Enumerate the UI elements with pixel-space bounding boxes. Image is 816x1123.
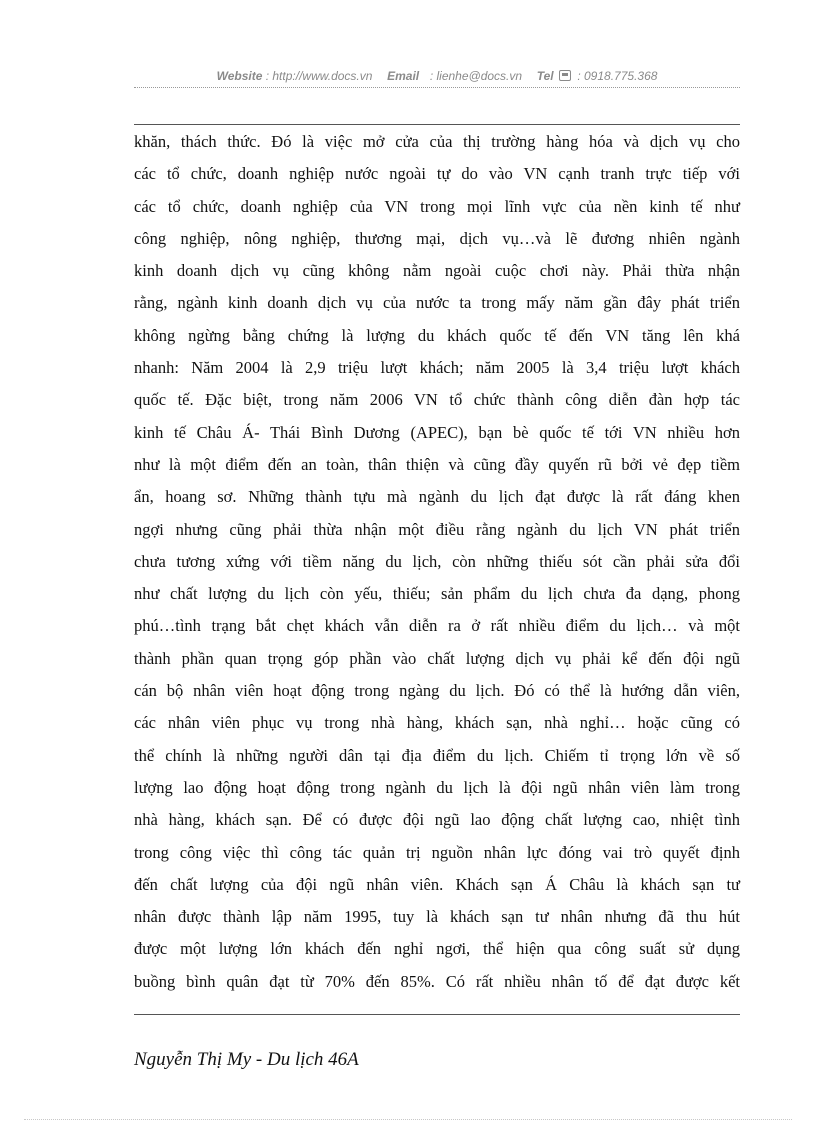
body-line: công nghiệp, nông nghiệp, thương mại, dịch vụ…và lẽ đương nhiên ngành: [134, 228, 740, 248]
body-line: đến chất lượng của đội ngũ nhân viên. Khách sạn Á Châu là khách sạn tư: [134, 874, 740, 894]
document-body: [134, 126, 740, 998]
body-line: các tổ chức, doanh nghiệp của VN trong mọi lĩnh vực của nền kinh tế như: [134, 196, 740, 216]
body-line: cán bộ nhân viên hoạt động trong ngàng du lịch. Đó có thể là hướng dẫn viên,: [134, 681, 740, 701]
body-line: không ngừng bằng chứng là lượng du khách quốc tế đến VN tăng lên khá: [134, 325, 740, 345]
body-line: thành phần quan trọng góp phần vào chất lượng dịch vụ phải kể đến đội ngũ: [134, 648, 740, 668]
website-value: : http://www.docs.vn: [265, 69, 373, 83]
body-line: buồng bình quân đạt từ 70% đến 85%. Có rất nhiều nhân tố để đạt được kết: [134, 971, 740, 991]
telephone-icon: [559, 70, 571, 81]
body-line: rằng, ngành kinh doanh dịch vụ của nước ta trong mấy năm gần đây phát triển: [134, 293, 740, 313]
tel-label: Tel: [536, 69, 554, 83]
body-line: quốc tế. Đặc biệt, trong năm 2006 VN tổ chức thành công diễn đàn hợp tác: [134, 390, 740, 410]
email-value: : lienhe@docs.vn: [429, 69, 523, 83]
body-line: các nhân viên phục vụ trong nhà hàng, khách sạn, nhà nghỉ… hoặc cũng có: [134, 713, 740, 733]
body-line: thể chính là những người dân tại địa điểm du lịch. Chiếm tỉ trọng lớn về số: [134, 745, 740, 765]
body-line: như chất lượng du lịch còn yếu, thiếu; sản phẩm du lịch chưa đa dạng, phong: [134, 584, 740, 604]
body-line: các tổ chức, doanh nghiệp nước ngoài tự do vào VN cạnh tranh trực tiếp với: [134, 164, 740, 184]
page-header: [134, 69, 740, 88]
body-line: như là một điểm đến an toàn, thân thiện và cũng đầy quyến rũ bởi vẻ đẹp tiềm: [134, 454, 740, 474]
body-line: trong công việc thì công tác quản trị nguồn nhân lực đóng vai trò quyết định: [134, 842, 740, 862]
footer-author: Nguyễn Thị My - Du lịch 46A: [134, 1049, 359, 1070]
body-line: phú…tình trạng bắt chẹt khách vẫn diễn ra ở rất nhiều điểm du lịch… và một: [134, 616, 740, 636]
website-label: Website: [216, 69, 263, 83]
bottom-divider: [134, 1014, 740, 1015]
body-line: chưa tương xứng với tiềm năng du lịch, còn những thiếu sót cần phải sửa đổi: [134, 551, 740, 571]
body-line: khăn, thách thức. Đó là việc mở cửa của thị trường hàng hóa và dịch vụ cho: [134, 132, 740, 151]
body-line: ngợi nhưng cũng phải thừa nhận một điều rằng ngành du lịch VN phát triển: [134, 519, 740, 539]
body-line: nhanh: Năm 2004 là 2,9 triệu lượt khách; năm 2005 là 3,4 triệu lượt khách: [134, 358, 740, 378]
top-divider: [134, 124, 740, 125]
body-line: kinh doanh dịch vụ cũng không nằm ngoài cuộc chơi này. Phải thừa nhận: [134, 261, 740, 281]
body-line: ẩn, hoang sơ. Những thành tựu mà ngành du lịch đạt được là rất đáng khen: [134, 487, 740, 507]
body-line: kinh tế Châu Á- Thái Bình Dương (APEC), bạn bè quốc tế tới VN nhiều hơn: [134, 422, 740, 442]
email-label: Email: [387, 69, 420, 83]
body-line: nhân được thành lập năm 1995, tuy là khách sạn tư nhân nhưng đã thu hút: [134, 907, 740, 927]
body-line: lượng lao động hoạt động trong ngành du lịch là đội ngũ nhân viên làm trong: [134, 777, 740, 797]
body-line: được một lượng lớn khách đến nghỉ ngơi, thể hiện qua công suất sử dụng: [134, 939, 740, 959]
page-edge: [24, 1119, 792, 1120]
tel-value: : 0918.775.368: [577, 69, 658, 83]
body-line: nhà hàng, khách sạn. Để có được đội ngũ lao động chất lượng cao, nhiệt tình: [134, 810, 740, 830]
